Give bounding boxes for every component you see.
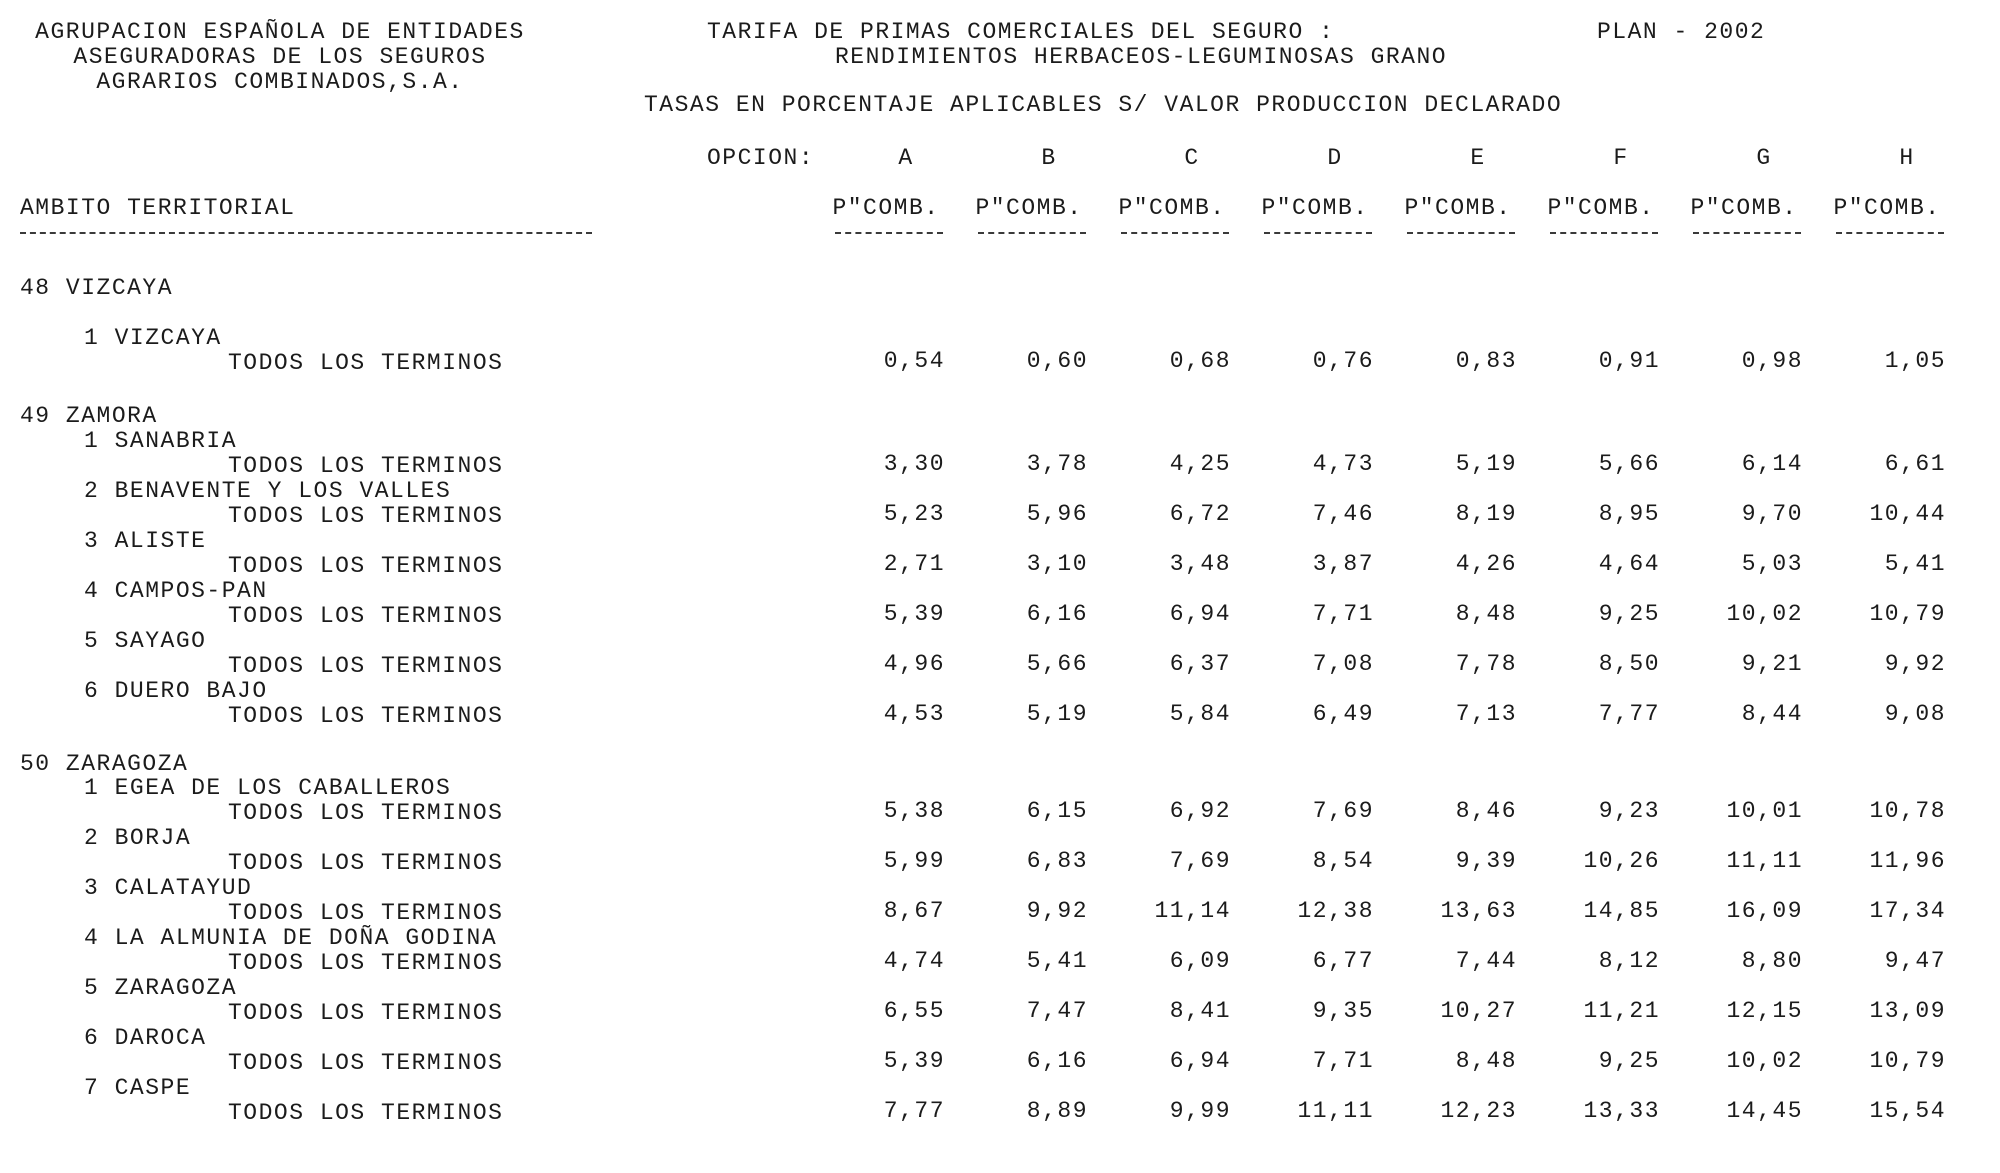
rate-value-f: 13,33 (1583, 1098, 1660, 1124)
rate-value-d: 4,73 (1312, 451, 1374, 477)
rate-value-f: 4,64 (1598, 551, 1660, 577)
rate-value-g: 8,44 (1741, 701, 1803, 727)
rate-value-b: 6,16 (1026, 1048, 1088, 1074)
rate-value-h: 10,78 (1869, 798, 1946, 824)
rate-value-c: 3,48 (1169, 551, 1231, 577)
rate-value-e: 8,19 (1455, 501, 1517, 527)
rate-value-c: 6,09 (1169, 948, 1231, 974)
rate-value-c: 6,94 (1169, 1048, 1231, 1074)
rate-value-c: 7,69 (1169, 848, 1231, 874)
ambito-underline (20, 232, 592, 234)
rate-value-a: 3,30 (883, 451, 945, 477)
org-name-line-2: ASEGURADORAS DE LOS SEGUROS (73, 44, 487, 70)
column-underline-f (1550, 232, 1658, 234)
option-label: OPCION: (707, 145, 815, 171)
option-letter-c: C (1184, 145, 1200, 171)
rate-value-c: 5,84 (1169, 701, 1231, 727)
rate-value-a: 4,96 (883, 651, 945, 677)
rate-value-e: 7,44 (1455, 948, 1517, 974)
rate-value-a: 5,23 (883, 501, 945, 527)
term-label: TODOS LOS TERMINOS (228, 1050, 504, 1076)
rate-value-h: 6,61 (1884, 451, 1946, 477)
rate-value-f: 9,25 (1598, 1048, 1660, 1074)
rate-value-g: 5,03 (1741, 551, 1803, 577)
rate-value-c: 6,92 (1169, 798, 1231, 824)
rate-value-a: 5,39 (883, 601, 945, 627)
column-header-d: P"COMB. (1261, 195, 1369, 221)
rate-value-b: 6,16 (1026, 601, 1088, 627)
rate-value-d: 7,46 (1312, 501, 1374, 527)
rate-value-d: 7,71 (1312, 1048, 1374, 1074)
rate-value-c: 6,72 (1169, 501, 1231, 527)
term-label: TODOS LOS TERMINOS (228, 1000, 504, 1026)
rate-value-h: 9,08 (1884, 701, 1946, 727)
rate-value-h: 15,54 (1869, 1098, 1946, 1124)
rate-value-d: 6,49 (1312, 701, 1374, 727)
province-header: 50 ZARAGOZA (20, 751, 189, 777)
rate-value-f: 14,85 (1583, 898, 1660, 924)
option-letter-e: E (1470, 145, 1486, 171)
rate-value-h: 10,79 (1869, 601, 1946, 627)
rates-subtitle: TASAS EN PORCENTAJE APLICABLES S/ VALOR PRODUCCION DECLARADO (644, 92, 1563, 118)
rate-value-h: 10,79 (1869, 1048, 1946, 1074)
term-label: TODOS LOS TERMINOS (228, 553, 504, 579)
comarca-name: 7 CASPE (84, 1075, 192, 1101)
rate-value-d: 9,35 (1312, 998, 1374, 1024)
rate-value-c: 6,37 (1169, 651, 1231, 677)
comarca-name: 5 ZARAGOZA (84, 975, 238, 1001)
option-letter-f: F (1613, 145, 1629, 171)
rate-value-g: 12,15 (1726, 998, 1803, 1024)
rate-value-a: 8,67 (883, 898, 945, 924)
rate-value-b: 5,66 (1026, 651, 1088, 677)
rate-value-a: 5,39 (883, 1048, 945, 1074)
column-header-a: P"COMB. (832, 195, 940, 221)
rate-value-f: 5,66 (1598, 451, 1660, 477)
rate-value-b: 5,19 (1026, 701, 1088, 727)
term-label: TODOS LOS TERMINOS (228, 1100, 504, 1126)
rate-value-f: 9,23 (1598, 798, 1660, 824)
column-underline-g (1693, 232, 1801, 234)
rate-value-a: 7,77 (883, 1098, 945, 1124)
rate-value-d: 7,71 (1312, 601, 1374, 627)
rate-value-d: 3,87 (1312, 551, 1374, 577)
rate-value-h: 9,92 (1884, 651, 1946, 677)
rate-value-b: 3,78 (1026, 451, 1088, 477)
rate-value-d: 12,38 (1297, 898, 1374, 924)
rate-value-g: 10,02 (1726, 601, 1803, 627)
plan-label: PLAN - 2002 (1597, 19, 1766, 45)
term-label: TODOS LOS TERMINOS (228, 850, 504, 876)
rate-value-e: 7,78 (1455, 651, 1517, 677)
term-label: TODOS LOS TERMINOS (228, 950, 504, 976)
rate-value-e: 7,13 (1455, 701, 1517, 727)
comarca-name: 2 BENAVENTE Y LOS VALLES (84, 478, 452, 504)
rate-value-c: 6,94 (1169, 601, 1231, 627)
option-letter-h: H (1899, 145, 1915, 171)
rate-value-b: 5,41 (1026, 948, 1088, 974)
term-label: TODOS LOS TERMINOS (228, 800, 504, 826)
province-header: 49 ZAMORA (20, 403, 158, 429)
column-header-e: P"COMB. (1404, 195, 1512, 221)
comarca-name: 1 SANABRIA (84, 428, 238, 454)
term-label: TODOS LOS TERMINOS (228, 603, 504, 629)
rate-value-a: 5,99 (883, 848, 945, 874)
rate-value-h: 10,44 (1869, 501, 1946, 527)
term-label: TODOS LOS TERMINOS (228, 653, 504, 679)
option-letter-b: B (1041, 145, 1057, 171)
rate-value-a: 4,53 (883, 701, 945, 727)
rate-value-a: 5,38 (883, 798, 945, 824)
column-underline-a (835, 232, 943, 234)
comarca-name: 4 LA ALMUNIA DE DOÑA GODINA (84, 925, 498, 951)
column-header-h: P"COMB. (1833, 195, 1941, 221)
rate-value-f: 9,25 (1598, 601, 1660, 627)
rate-value-e: 8,48 (1455, 1048, 1517, 1074)
rate-value-h: 13,09 (1869, 998, 1946, 1024)
rate-value-f: 0,91 (1598, 348, 1660, 374)
column-header-b: P"COMB. (975, 195, 1083, 221)
rate-value-a: 6,55 (883, 998, 945, 1024)
rate-value-c: 9,99 (1169, 1098, 1231, 1124)
term-label: TODOS LOS TERMINOS (228, 703, 504, 729)
rate-value-e: 8,48 (1455, 601, 1517, 627)
rate-value-d: 11,11 (1297, 1098, 1374, 1124)
rate-value-d: 7,08 (1312, 651, 1374, 677)
rate-value-g: 9,70 (1741, 501, 1803, 527)
rate-value-g: 16,09 (1726, 898, 1803, 924)
rate-value-h: 11,96 (1869, 848, 1946, 874)
comarca-name: 3 ALISTE (84, 528, 207, 554)
rate-value-e: 9,39 (1455, 848, 1517, 874)
term-label: TODOS LOS TERMINOS (228, 350, 504, 376)
rate-value-b: 5,96 (1026, 501, 1088, 527)
term-label: TODOS LOS TERMINOS (228, 900, 504, 926)
term-label: TODOS LOS TERMINOS (228, 503, 504, 529)
rate-value-b: 6,83 (1026, 848, 1088, 874)
rate-value-g: 11,11 (1726, 848, 1803, 874)
rate-value-g: 10,01 (1726, 798, 1803, 824)
column-underline-c (1121, 232, 1229, 234)
rate-value-a: 0,54 (883, 348, 945, 374)
rate-value-f: 7,77 (1598, 701, 1660, 727)
ambito-label: AMBITO TERRITORIAL (20, 195, 296, 221)
rate-value-g: 0,98 (1741, 348, 1803, 374)
rate-value-a: 4,74 (883, 948, 945, 974)
rate-value-h: 5,41 (1884, 551, 1946, 577)
rate-value-g: 10,02 (1726, 1048, 1803, 1074)
rate-value-e: 8,46 (1455, 798, 1517, 824)
comarca-name: 3 CALATAYUD (84, 875, 253, 901)
rate-value-b: 7,47 (1026, 998, 1088, 1024)
rate-value-g: 8,80 (1741, 948, 1803, 974)
rate-value-e: 0,83 (1455, 348, 1517, 374)
rate-value-e: 4,26 (1455, 551, 1517, 577)
column-header-f: P"COMB. (1547, 195, 1655, 221)
rate-value-f: 10,26 (1583, 848, 1660, 874)
rate-value-f: 11,21 (1583, 998, 1660, 1024)
option-letter-d: D (1327, 145, 1343, 171)
rate-value-e: 12,23 (1440, 1098, 1517, 1124)
column-underline-d (1264, 232, 1372, 234)
tariff-subject: RENDIMIENTOS HERBACEOS-LEGUMINOSAS GRANO (835, 44, 1448, 70)
rate-value-e: 10,27 (1440, 998, 1517, 1024)
column-header-c: P"COMB. (1118, 195, 1226, 221)
rate-value-g: 6,14 (1741, 451, 1803, 477)
rate-value-b: 9,92 (1026, 898, 1088, 924)
org-name-line-1: AGRUPACION ESPAÑOLA DE ENTIDADES (35, 19, 525, 45)
comarca-name: 1 VIZCAYA (84, 325, 222, 351)
comarca-name: 6 DUERO BAJO (84, 678, 268, 704)
column-underline-e (1407, 232, 1515, 234)
tariff-title: TARIFA DE PRIMAS COMERCIALES DEL SEGURO : (707, 19, 1335, 45)
rate-value-c: 11,14 (1154, 898, 1231, 924)
rate-value-g: 14,45 (1726, 1098, 1803, 1124)
column-header-g: P"COMB. (1690, 195, 1798, 221)
rate-value-a: 2,71 (883, 551, 945, 577)
term-label: TODOS LOS TERMINOS (228, 453, 504, 479)
rate-value-c: 0,68 (1169, 348, 1231, 374)
rate-value-h: 9,47 (1884, 948, 1946, 974)
rate-value-h: 1,05 (1884, 348, 1946, 374)
rate-value-h: 17,34 (1869, 898, 1946, 924)
rate-value-c: 8,41 (1169, 998, 1231, 1024)
rate-value-d: 8,54 (1312, 848, 1374, 874)
rate-value-d: 6,77 (1312, 948, 1374, 974)
rate-value-b: 3,10 (1026, 551, 1088, 577)
rate-value-g: 9,21 (1741, 651, 1803, 677)
comarca-name: 4 CAMPOS-PAN (84, 578, 268, 604)
comarca-name: 6 DAROCA (84, 1025, 207, 1051)
rate-value-f: 8,50 (1598, 651, 1660, 677)
rate-value-d: 0,76 (1312, 348, 1374, 374)
comarca-name: 5 SAYAGO (84, 628, 207, 654)
option-letter-g: G (1756, 145, 1772, 171)
rate-value-d: 7,69 (1312, 798, 1374, 824)
province-header: 48 VIZCAYA (20, 275, 174, 301)
rate-value-e: 5,19 (1455, 451, 1517, 477)
column-underline-b (978, 232, 1086, 234)
rate-value-f: 8,95 (1598, 501, 1660, 527)
org-name-line-3: AGRARIOS COMBINADOS,S.A. (96, 69, 464, 95)
comarca-name: 2 BORJA (84, 825, 192, 851)
rate-value-b: 6,15 (1026, 798, 1088, 824)
comarca-name: 1 EGEA DE LOS CABALLEROS (84, 775, 452, 801)
rate-value-b: 8,89 (1026, 1098, 1088, 1124)
column-underline-h (1836, 232, 1944, 234)
rate-value-c: 4,25 (1169, 451, 1231, 477)
rate-value-b: 0,60 (1026, 348, 1088, 374)
rate-value-e: 13,63 (1440, 898, 1517, 924)
rate-value-f: 8,12 (1598, 948, 1660, 974)
option-letter-a: A (898, 145, 914, 171)
